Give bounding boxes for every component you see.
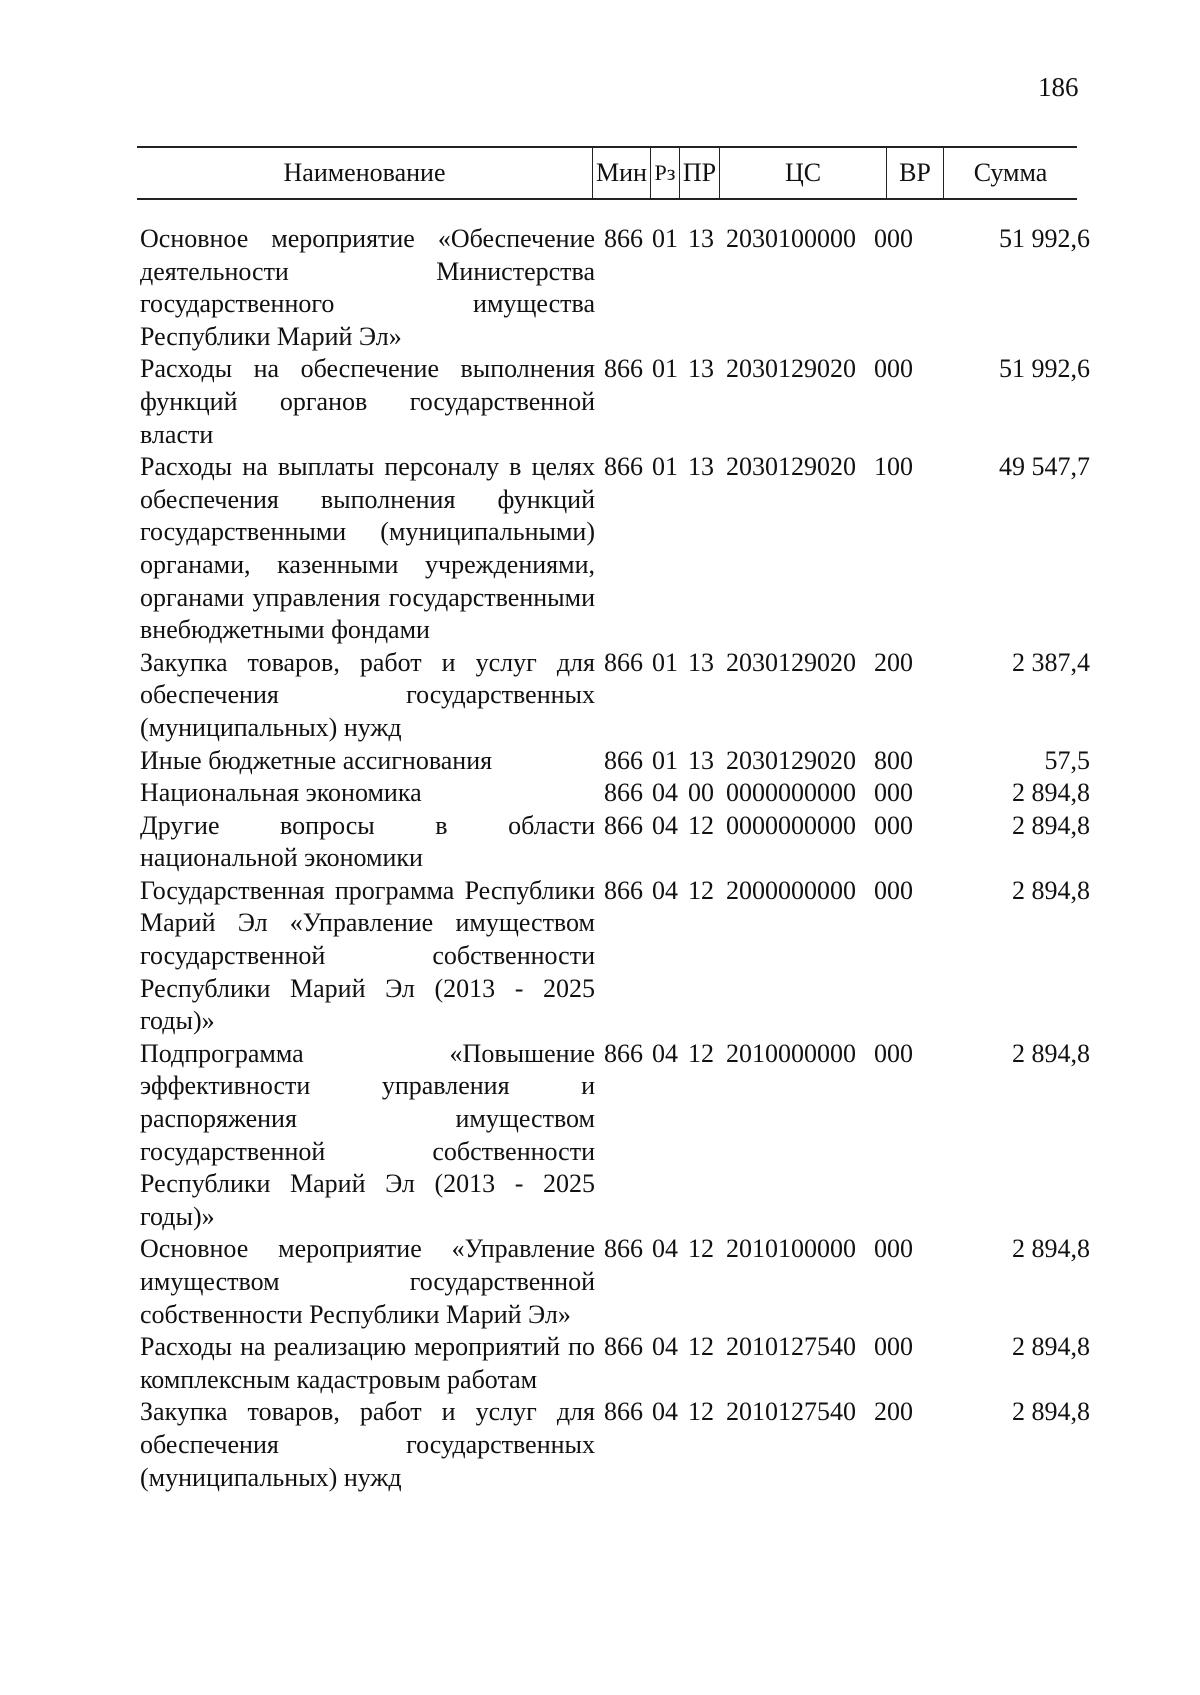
row-codes [604, 1331, 934, 1364]
row-codes [604, 353, 934, 386]
row-cs: 2000000000 [726, 875, 856, 905]
row-codes [604, 647, 934, 680]
row-vr: 000 [874, 224, 913, 253]
row-name: Государственная программа Республики Марий Эл «Управление имуществом государственной собственности Республики Марий Эл (2013 - 2025 годы)» [140, 875, 595, 1036]
row-rz: 04 [652, 1234, 678, 1264]
table-row [140, 223, 1100, 353]
row-min: 866 [604, 1332, 643, 1362]
row-min: 866 [604, 1234, 643, 1264]
row-pr: 12 [688, 875, 714, 905]
row-min: 866 [604, 1397, 643, 1427]
row-name: Подпрограмма «Повышение эффективности управления и распоряжения имуществом государственной собственности Республики Марий Эл (2013 - 2025 годы)» [140, 1038, 595, 1231]
table-body [140, 223, 1100, 1494]
table-row [140, 1331, 1100, 1396]
row-name: Основное мероприятие «Управление имуществом государственной собственности Республики Марий Эл» [140, 1234, 595, 1329]
row-pr: 13 [688, 224, 714, 253]
table-row [140, 353, 1100, 451]
row-codes [604, 451, 934, 484]
row-vr: 000 [874, 354, 913, 384]
row-vr: 000 [874, 1038, 913, 1068]
row-vr: 200 [874, 647, 913, 677]
row-pr: 12 [688, 1397, 714, 1427]
page-number: 186 [1038, 72, 1079, 102]
row-pr: 00 [688, 778, 714, 808]
row-vr: 000 [874, 810, 913, 840]
row-vr: 000 [874, 778, 913, 808]
table-header [137, 146, 1077, 200]
row-min: 866 [604, 647, 643, 677]
row-vr: 200 [874, 1397, 913, 1427]
table-row [140, 777, 1100, 810]
row-pr: 13 [688, 647, 714, 677]
table-row [140, 875, 1100, 1038]
table-row [140, 1233, 1100, 1331]
row-min: 866 [604, 745, 643, 775]
row-sum: 2 894,8 [1012, 1332, 1090, 1362]
row-rz: 01 [652, 745, 678, 775]
row-cs: 2030129020 [726, 647, 856, 677]
row-pr: 12 [688, 1332, 714, 1362]
row-vr: 100 [874, 452, 913, 482]
row-sum: 2 894,8 [1012, 778, 1090, 808]
row-cs: 2030129020 [726, 452, 856, 482]
header-pr: ПР [679, 148, 719, 198]
row-codes [604, 777, 934, 810]
row-cs: 2030100000 [726, 224, 856, 253]
row-name: Другие вопросы в области национальной экономики [140, 810, 595, 873]
row-rz: 01 [652, 647, 678, 677]
row-rz: 04 [652, 875, 678, 905]
row-min: 866 [604, 354, 643, 384]
row-cs: 0000000000 [726, 810, 856, 840]
row-pr: 13 [688, 745, 714, 775]
row-min: 866 [604, 224, 643, 253]
row-pr: 13 [688, 452, 714, 482]
row-name: Закупка товаров, работ и услуг для обеспечения государственных (муниципальных) нужд [140, 647, 595, 742]
row-sum: 51 992,6 [999, 224, 1090, 253]
row-codes [604, 810, 934, 843]
row-cs: 2030129020 [726, 745, 856, 775]
table-row [140, 810, 1100, 875]
table-row [140, 647, 1100, 745]
row-name: Национальная экономика [140, 778, 422, 808]
header-min: Мин [592, 148, 650, 198]
row-codes [604, 1396, 934, 1429]
row-rz: 04 [652, 1038, 678, 1068]
row-min: 866 [604, 452, 643, 482]
header-rz: Рз [650, 148, 679, 198]
row-name: Иные бюджетные ассигнования [140, 745, 493, 775]
header-vr: ВР [886, 148, 943, 198]
row-min: 866 [604, 875, 643, 905]
row-name: Основное мероприятие «Обеспечение деятельности Министерства государственного имущества Республики Марий Эл» [140, 224, 595, 351]
row-codes [604, 223, 934, 256]
table-row [140, 745, 1100, 778]
header-name: Наименование [283, 158, 446, 187]
row-name: Закупка товаров, работ и услуг для обеспечения государственных (муниципальных) нужд [140, 1397, 595, 1492]
row-pr: 13 [688, 354, 714, 384]
row-name: Расходы на выплаты персоналу в целях обеспечения выполнения функций государственными (муниципальными) органами, казенными учреждениями, органами управления государственными внебюджетными фондами [140, 452, 595, 645]
table-row [140, 1038, 1100, 1234]
row-name: Расходы на реализацию мероприятий по комплексным кадастровым работам [140, 1332, 595, 1394]
row-pr: 12 [688, 810, 714, 840]
row-vr: 800 [874, 745, 913, 775]
row-min: 866 [604, 810, 643, 840]
row-rz: 04 [652, 778, 678, 808]
row-min: 866 [604, 778, 643, 808]
row-rz: 01 [652, 354, 678, 384]
row-sum: 2 387,4 [1012, 647, 1090, 677]
row-pr: 12 [688, 1234, 714, 1264]
row-codes [604, 1233, 934, 1266]
row-rz: 04 [652, 1397, 678, 1427]
row-rz: 01 [652, 452, 678, 482]
row-vr: 000 [874, 1234, 913, 1264]
row-cs: 2010127540 [726, 1397, 856, 1427]
row-sum: 57,5 [1044, 745, 1090, 775]
row-rz: 04 [652, 810, 678, 840]
row-sum: 2 894,8 [1012, 1234, 1090, 1264]
row-cs: 2010000000 [726, 1038, 856, 1068]
row-codes [604, 875, 934, 908]
row-codes [604, 745, 934, 778]
row-sum: 2 894,8 [1012, 1397, 1090, 1427]
row-cs: 2030129020 [726, 354, 856, 384]
row-vr: 000 [874, 875, 913, 905]
row-sum: 49 547,7 [999, 452, 1090, 482]
row-cs: 2010100000 [726, 1234, 856, 1264]
row-sum: 2 894,8 [1012, 810, 1090, 840]
row-rz: 01 [652, 224, 678, 253]
row-name: Расходы на обеспечение выполнения функций органов государственной власти [140, 354, 595, 449]
header-sum: Сумма [943, 148, 1077, 198]
header-cs: ЦС [719, 148, 886, 198]
row-sum: 2 894,8 [1012, 875, 1090, 905]
row-sum: 2 894,8 [1012, 1038, 1090, 1068]
table-row [140, 451, 1100, 647]
row-rz: 04 [652, 1332, 678, 1362]
table-row [140, 1396, 1100, 1494]
row-codes [604, 1038, 934, 1071]
row-vr: 000 [874, 1332, 913, 1362]
row-sum: 51 992,6 [999, 354, 1090, 384]
row-min: 866 [604, 1038, 643, 1068]
row-pr: 12 [688, 1038, 714, 1068]
row-cs: 2010127540 [726, 1332, 856, 1362]
row-cs: 0000000000 [726, 778, 856, 808]
